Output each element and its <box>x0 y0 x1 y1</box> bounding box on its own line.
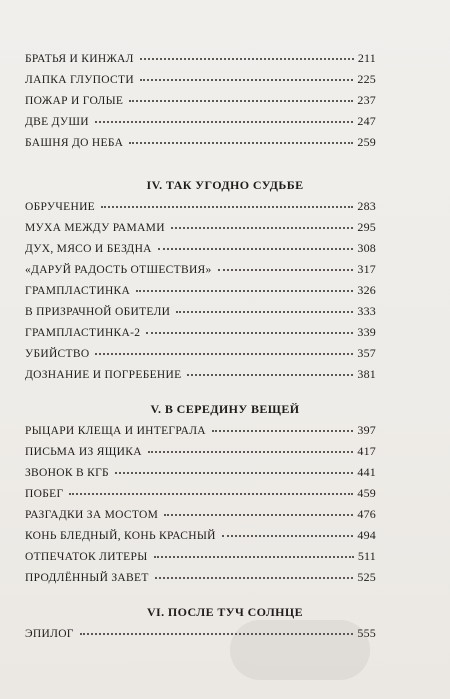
entry-title: ЗВОНОК В КГБ <box>25 467 109 479</box>
toc-entry <box>25 528 376 548</box>
dot-leader <box>176 308 353 313</box>
section-heading: VI. ПОСЛЕ ТУЧ СОЛНЦЕ <box>146 605 304 619</box>
entry-page-number: 511 <box>357 549 376 563</box>
entry-title: ПРОДЛЁННЫЙ ЗАВЕТ <box>25 572 149 584</box>
entry-title: БАШНЯ ДО НЕБА <box>25 137 124 149</box>
entry-title: РАЗГАДКИ ЗА МОСТОМ <box>25 509 159 521</box>
toc-entry <box>25 72 376 92</box>
toc-entry <box>25 199 376 219</box>
dot-leader <box>187 371 353 376</box>
toc-entry <box>25 241 376 261</box>
entry-page-number: 247 <box>357 114 376 128</box>
entry-title: БРАТЬЯ И КИНЖАЛ <box>25 53 134 65</box>
entry-page-number: 237 <box>357 93 376 107</box>
entry-page-number: 441 <box>357 465 376 479</box>
toc-entry <box>25 465 376 485</box>
toc-entry <box>25 220 376 240</box>
entry-title: КОНЬ БЛЕДНЫЙ, КОНЬ КРАСНЫЙ <box>25 530 216 542</box>
dot-leader <box>212 427 353 432</box>
dot-leader <box>69 490 353 495</box>
dot-leader <box>154 553 354 558</box>
toc-entry <box>25 114 376 134</box>
dot-leader <box>155 574 354 579</box>
toc-entry <box>25 549 376 569</box>
dot-leader <box>95 118 354 123</box>
toc-entry <box>25 507 376 527</box>
toc-entry <box>25 444 376 464</box>
dot-leader <box>140 76 353 81</box>
entry-title: «ДАРУЙ РАДОСТЬ ОТШЕСТВИЯ» <box>25 264 212 276</box>
entry-title: ДВЕ ДУШИ <box>25 116 89 128</box>
toc-entry <box>25 51 376 71</box>
dot-leader <box>136 287 353 292</box>
section-heading: IV. ТАК УГОДНО СУДЬБЕ <box>146 178 304 192</box>
toc-entry <box>25 262 376 282</box>
dot-leader <box>80 630 354 635</box>
entry-page-number: 225 <box>357 72 376 86</box>
entry-page-number: 397 <box>357 423 376 437</box>
dot-leader <box>146 329 353 334</box>
entry-title: ПИСЬМА ИЗ ЯЩИКА <box>25 446 142 458</box>
toc-entry <box>25 135 376 155</box>
toc-entry <box>25 626 376 646</box>
entry-title: ГРАМПЛАСТИНКА <box>25 285 131 297</box>
entry-page-number: 459 <box>357 486 376 500</box>
dot-leader <box>222 532 354 537</box>
dot-leader <box>218 266 354 271</box>
entry-page-number: 333 <box>357 304 376 318</box>
entry-page-number: 494 <box>357 528 376 542</box>
toc-entry <box>25 486 376 506</box>
dot-leader <box>129 97 353 102</box>
dot-leader <box>140 55 354 60</box>
toc-entry <box>25 325 376 345</box>
entry-title: ГРАМПЛАСТИНКА-2 <box>25 327 141 339</box>
toc-entry <box>25 570 376 590</box>
entry-title: МУХА МЕЖДУ РАМАМИ <box>25 222 165 234</box>
entry-title: ЛАПКА ГЛУПОСТИ <box>25 74 134 86</box>
entry-title: В ПРИЗРАЧНОЙ ОБИТЕЛИ <box>25 306 171 318</box>
entry-title: УБИЙСТВО <box>25 348 90 360</box>
dot-leader <box>129 139 353 144</box>
entry-page-number: 211 <box>357 51 376 65</box>
toc-entry <box>25 423 376 443</box>
entry-page-number: 357 <box>357 346 376 360</box>
dot-leader <box>115 469 353 474</box>
entry-page-number: 525 <box>357 570 376 584</box>
entry-page-number: 317 <box>357 262 376 276</box>
entry-page-number: 339 <box>357 325 376 339</box>
entry-title: ПОБЕГ <box>25 488 64 500</box>
dot-leader <box>148 448 354 453</box>
toc-entry <box>25 346 376 366</box>
entry-title: ОТПЕЧАТОК ЛИТЕРЫ <box>25 551 148 563</box>
entry-page-number: 555 <box>357 626 376 640</box>
dot-leader <box>158 245 354 250</box>
entry-title: ПОЖАР И ГОЛЫЕ <box>25 95 124 107</box>
toc-entry <box>25 283 376 303</box>
entry-page-number: 381 <box>357 367 376 381</box>
entry-page-number: 326 <box>357 283 376 297</box>
entry-page-number: 295 <box>357 220 376 234</box>
section-heading: V. В СЕРЕДИНУ ВЕЩЕЙ <box>150 402 300 416</box>
toc-entry <box>25 367 376 387</box>
dot-leader <box>101 203 353 208</box>
entry-title: ОБРУЧЕНИЕ <box>25 201 95 213</box>
entry-page-number: 476 <box>357 507 376 521</box>
entry-page-number: 283 <box>357 199 376 213</box>
entry-title: ДОЗНАНИЕ И ПОГРЕБЕНИЕ <box>25 369 182 381</box>
toc-entry <box>25 304 376 324</box>
entry-page-number: 259 <box>357 135 376 149</box>
dot-leader <box>171 224 354 229</box>
entry-title: ДУХ, МЯСО И БЕЗДНА <box>25 243 152 255</box>
dot-leader <box>95 350 353 355</box>
dot-leader <box>164 511 353 516</box>
entry-title: ЭПИЛОГ <box>25 628 74 640</box>
entry-page-number: 308 <box>357 241 376 255</box>
entry-title: РЫЦАРИ КЛЕЩА И ИНТЕГРАЛА <box>25 425 206 437</box>
toc-entry <box>25 93 376 113</box>
entry-page-number: 417 <box>357 444 376 458</box>
